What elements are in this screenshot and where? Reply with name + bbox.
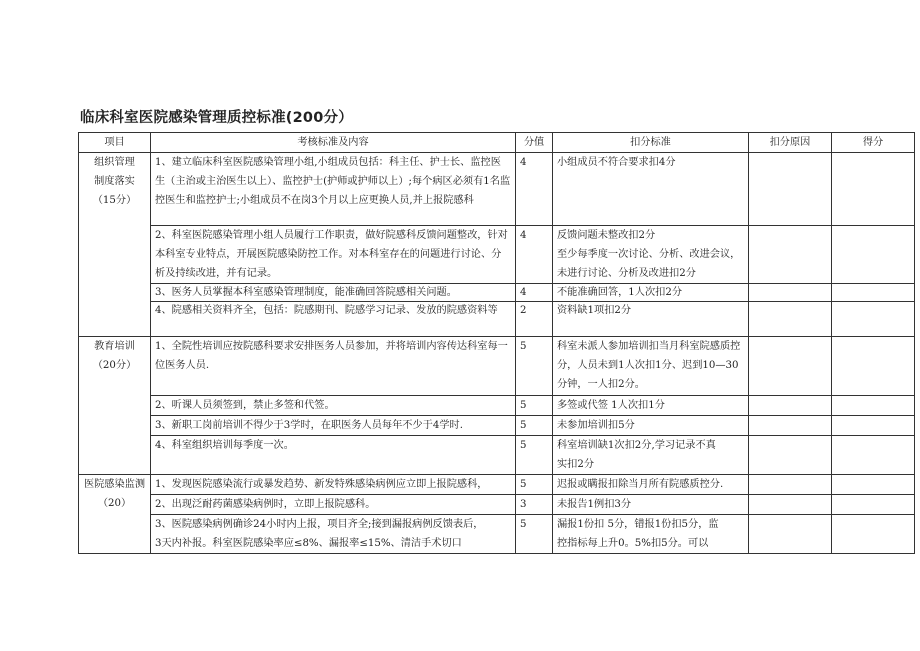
score-cell: 4 <box>516 153 553 226</box>
deduction-cell: 科室培训缺1次扣2分,学习记录不真 实扣2分 <box>553 436 749 475</box>
points-cell[interactable] <box>832 337 915 396</box>
deduction-cell: 反馈问题未整改扣2分 至少每季度一次讨论、分析、改进会议， 未进行讨论、分析及改进扣2分 <box>553 226 749 284</box>
content-cell: 2、科室医院感染管理小组人员履行工作职责，做好院感科反馈问题整改，针对本科室专业特点，开展医院感染防控工作。对本科室存在的问题进行讨论、分析及持续改进，并有记录。 <box>151 226 516 284</box>
reason-cell[interactable] <box>749 416 832 436</box>
header-points: 得分 <box>832 133 915 153</box>
points-cell[interactable] <box>832 436 915 475</box>
header-content: 考核标准及内容 <box>151 133 516 153</box>
score-cell: 5 <box>516 475 553 495</box>
table-row <box>79 515 915 554</box>
points-cell[interactable] <box>832 226 915 284</box>
category-cell: 教育培训 （20分） <box>79 337 151 475</box>
deduction-cell: 小组成员不符合要求扣4分 <box>553 153 749 226</box>
points-cell[interactable] <box>832 495 915 515</box>
table-row <box>79 436 915 475</box>
table-row <box>79 302 915 337</box>
score-cell: 4 <box>516 284 553 302</box>
table-row <box>79 475 915 495</box>
quality-standard-table <box>78 132 915 554</box>
content-cell: 1、建立临床科室医院感染管理小组,小组成员包括：科主任、护士长、监控医生（主治或主治医生以上）、监控护士(护师或护师以上）;每个病区必须有1名监控医生和监控护士;小组成员不在岗3个月以上应更换人员,并上报院感科 <box>151 153 516 226</box>
table-row <box>79 337 915 396</box>
header-deduction-reason: 扣分原因 <box>749 133 832 153</box>
score-cell: 4 <box>516 226 553 284</box>
header-deduction-standard: 扣分标准 <box>553 133 749 153</box>
page-title: 临床科室医院感染管理质控标准(200分） <box>80 110 353 126</box>
reason-cell[interactable] <box>749 337 832 396</box>
deduction-cell: 未报告1例扣3分 <box>553 495 749 515</box>
content-cell: 3、医务人员掌握本科室感染管理制度，能准确回答院感相关问题。 <box>151 284 516 302</box>
table-row <box>79 416 915 436</box>
points-cell[interactable] <box>832 515 915 554</box>
content-cell: 4、院感相关资料齐全，包括：院感期刊、院感学习记录、发放的院感资料等 <box>151 302 516 337</box>
content-cell: 4、科室组织培训每季度一次。 <box>151 436 516 475</box>
points-cell[interactable] <box>832 302 915 337</box>
deduction-cell: 未参加培训扣5分 <box>553 416 749 436</box>
deduction-cell: 多签或代签 1人次扣1分 <box>553 396 749 416</box>
deduction-cell: 科室未派人参加培训扣当月科室院感质控分，人员未到1人次扣1分、迟到10—30分钟，一人扣2分。 <box>553 337 749 396</box>
content-cell: 1、发现医院感染流行或暴发趋势、新发特殊感染病例应立即上报院感科， <box>151 475 516 495</box>
content-cell: 2、听课人员须签到，禁止多签和代签。 <box>151 396 516 416</box>
score-cell: 3 <box>516 495 553 515</box>
deduction-cell: 迟报或瞒报扣除当月所有院感质控分. <box>553 475 749 495</box>
reason-cell[interactable] <box>749 436 832 475</box>
header-item: 项目 <box>79 133 151 153</box>
points-cell[interactable] <box>832 396 915 416</box>
table-row <box>79 495 915 515</box>
score-cell: 5 <box>516 416 553 436</box>
points-cell[interactable] <box>832 153 915 226</box>
content-cell: 3、医院感染病例确诊24小时内上报，项目齐全;接到漏报病例反馈表后， 3天内补报。科室医院感染率应≤8%、漏报率≤15%、清洁手术切口 <box>151 515 516 554</box>
score-cell: 5 <box>516 396 553 416</box>
score-cell: 5 <box>516 436 553 475</box>
score-cell: 5 <box>516 337 553 396</box>
reason-cell[interactable] <box>749 153 832 226</box>
reason-cell[interactable] <box>749 284 832 302</box>
deduction-cell: 资料缺1项扣2分 <box>553 302 749 337</box>
category-cell: 组织管理 制度落实 （15分） <box>79 153 151 337</box>
reason-cell[interactable] <box>749 515 832 554</box>
reason-cell[interactable] <box>749 302 832 337</box>
content-cell: 2、出现泛耐药菌感染病例时，立即上报院感科。 <box>151 495 516 515</box>
content-cell: 3、新职工岗前培训不得少于3学时，在职医务人员每年不少于4学时. <box>151 416 516 436</box>
table-row <box>79 284 915 302</box>
points-cell[interactable] <box>832 284 915 302</box>
score-cell: 2 <box>516 302 553 337</box>
points-cell[interactable] <box>832 475 915 495</box>
deduction-cell: 漏报1份扣 5分，错报1份扣5分，监 控指标每上升0。5%扣5分。可以 <box>553 515 749 554</box>
table-row <box>79 226 915 284</box>
score-cell: 5 <box>516 515 553 554</box>
reason-cell[interactable] <box>749 396 832 416</box>
header-score: 分值 <box>516 133 553 153</box>
deduction-cell: 不能准确回答，1人次扣2分 <box>553 284 749 302</box>
category-cell: 医院感染监测 （20） <box>79 475 151 554</box>
table-row <box>79 396 915 416</box>
content-cell: 1、全院性培训应按院感科要求安排医务人员参加，并将培训内容传达科室每一位医务人员. <box>151 337 516 396</box>
points-cell[interactable] <box>832 416 915 436</box>
reason-cell[interactable] <box>749 226 832 284</box>
reason-cell[interactable] <box>749 495 832 515</box>
table-header-row <box>79 133 915 153</box>
reason-cell[interactable] <box>749 475 832 495</box>
table-row <box>79 153 915 226</box>
